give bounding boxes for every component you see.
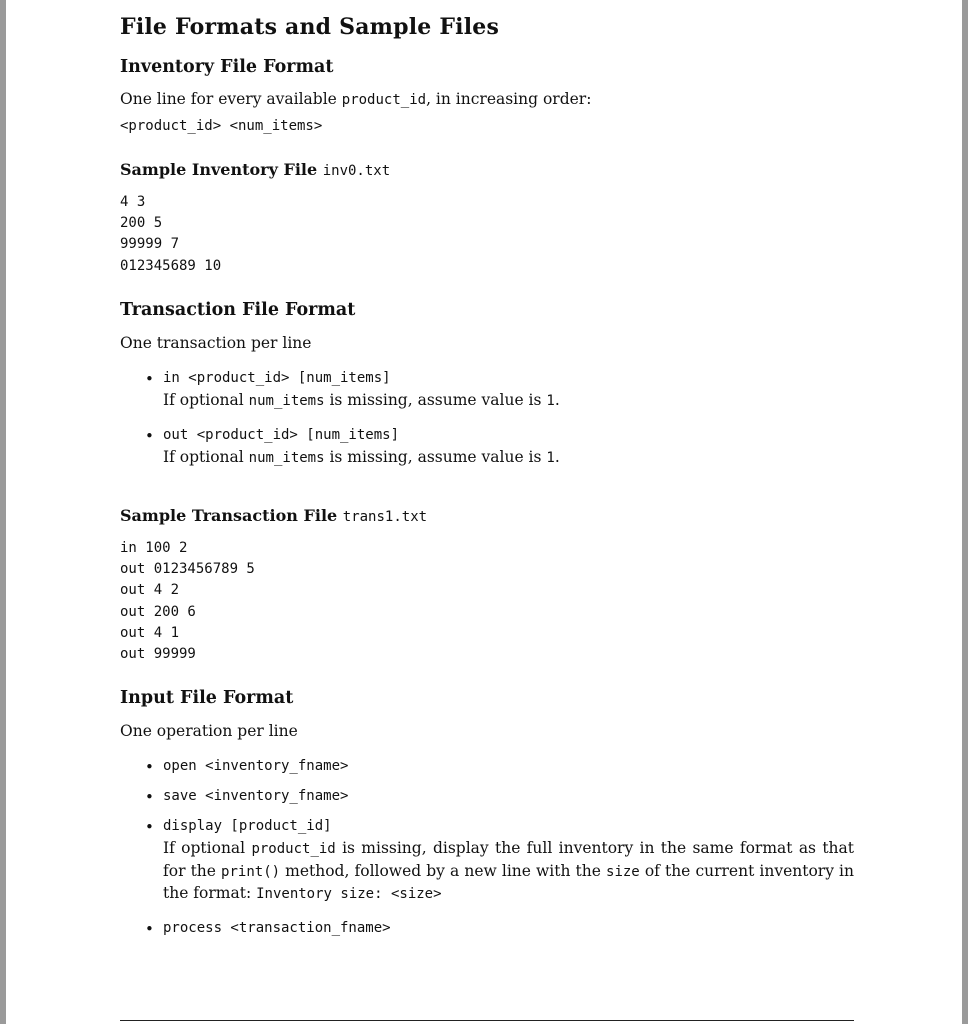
op-process: process <transaction_fname> bbox=[163, 919, 391, 936]
bullet-icon: • bbox=[145, 818, 154, 836]
desc-text: of the current inventory in the format: bbox=[163, 861, 854, 902]
desc-text: is missing, display the full inventory in the same format as that for the bbox=[163, 839, 855, 880]
code-line: out 4 1 bbox=[120, 624, 180, 641]
code-line: out 0123456789 5 bbox=[120, 561, 255, 578]
input-format-heading: Input File Format bbox=[120, 688, 294, 708]
desc-code: num_items bbox=[248, 449, 325, 466]
list-item bbox=[145, 427, 854, 470]
desc-text: is missing, assume value is bbox=[324, 391, 547, 409]
inventory-format-line bbox=[120, 116, 322, 137]
code-line: 4 3 bbox=[120, 194, 146, 210]
desc-text: . bbox=[554, 447, 560, 466]
inventory-intro bbox=[120, 90, 591, 108]
desc-text: If optional bbox=[163, 447, 249, 466]
operation-list bbox=[145, 758, 854, 936]
op-display: display [product_id] bbox=[163, 818, 332, 834]
op-save: save <inventory_fname> bbox=[163, 788, 349, 804]
page-title: File Formats and Sample Files bbox=[120, 14, 500, 40]
inventory-intro-end: , in increasing order: bbox=[426, 90, 592, 108]
transaction-intro: One transaction per line bbox=[120, 334, 312, 352]
desc-text: If optional bbox=[163, 391, 249, 409]
desc-code: size bbox=[606, 863, 640, 880]
transaction-syntax-in: in <product_id> [num_items] bbox=[163, 370, 391, 386]
code-line: out 200 6 bbox=[120, 603, 196, 620]
desc-code: product_id bbox=[251, 841, 336, 857]
desc-text: . bbox=[554, 391, 560, 409]
input-intro: One operation per line bbox=[120, 722, 298, 740]
sample-inventory-filename: inv0.txt bbox=[322, 163, 391, 179]
transaction-syntax-out: out <product_id> [num_items] bbox=[163, 426, 400, 443]
list-item bbox=[145, 758, 854, 774]
code-line: out 99999 bbox=[120, 646, 196, 663]
list-item bbox=[145, 920, 854, 936]
bullet-icon: • bbox=[145, 370, 154, 388]
transaction-format-heading: Transaction File Format bbox=[120, 300, 356, 320]
desc-code: 1 bbox=[546, 393, 555, 409]
sample-transaction-heading bbox=[120, 506, 427, 525]
display-desc bbox=[163, 838, 854, 906]
sample-inventory-heading-text: Sample Inventory File bbox=[120, 160, 323, 179]
desc-code: 1 bbox=[546, 449, 555, 466]
op-open: open <inventory_fname> bbox=[163, 758, 349, 774]
desc-code: num_items bbox=[248, 393, 325, 409]
bullet-icon: • bbox=[145, 758, 154, 776]
inventory-format-heading: Inventory File Format bbox=[120, 57, 334, 77]
desc-text: If optional bbox=[163, 839, 252, 857]
sample-inventory-file bbox=[120, 192, 221, 277]
list-item bbox=[145, 818, 854, 906]
transaction-desc bbox=[163, 447, 854, 470]
bullet-icon: • bbox=[145, 426, 154, 445]
desc-code: print() bbox=[221, 863, 281, 880]
list-item bbox=[145, 788, 854, 804]
code-line: 200 5 bbox=[120, 215, 163, 232]
code-line: 99999 7 bbox=[120, 236, 180, 253]
desc-text: is missing, assume value is bbox=[324, 447, 547, 466]
right-window-edge bbox=[962, 0, 968, 1024]
desc-text: method, followed by a new line with the bbox=[280, 861, 607, 880]
footer-rule bbox=[120, 1020, 854, 1021]
code-line: out 4 2 bbox=[120, 582, 180, 599]
code-line: 012345689 10 bbox=[120, 257, 222, 274]
inventory-intro-code: product_id bbox=[341, 92, 427, 108]
format-line: <product_id> <num_items> bbox=[120, 118, 323, 134]
inventory-intro-text: One line for every available bbox=[120, 90, 342, 108]
sample-transaction-heading-text: Sample Transaction File bbox=[120, 506, 343, 525]
transaction-desc bbox=[163, 390, 854, 413]
list-item bbox=[145, 370, 854, 413]
bullet-icon: • bbox=[145, 788, 154, 806]
sample-transaction-filename: trans1.txt bbox=[342, 509, 428, 525]
bullet-icon: • bbox=[145, 919, 154, 938]
transaction-list bbox=[145, 370, 854, 469]
desc-code: Inventory size: <size> bbox=[256, 886, 442, 902]
left-window-edge bbox=[0, 0, 6, 1024]
sample-transaction-file bbox=[120, 538, 255, 665]
sample-inventory-heading bbox=[120, 160, 390, 179]
code-line: in 100 2 bbox=[120, 540, 188, 556]
